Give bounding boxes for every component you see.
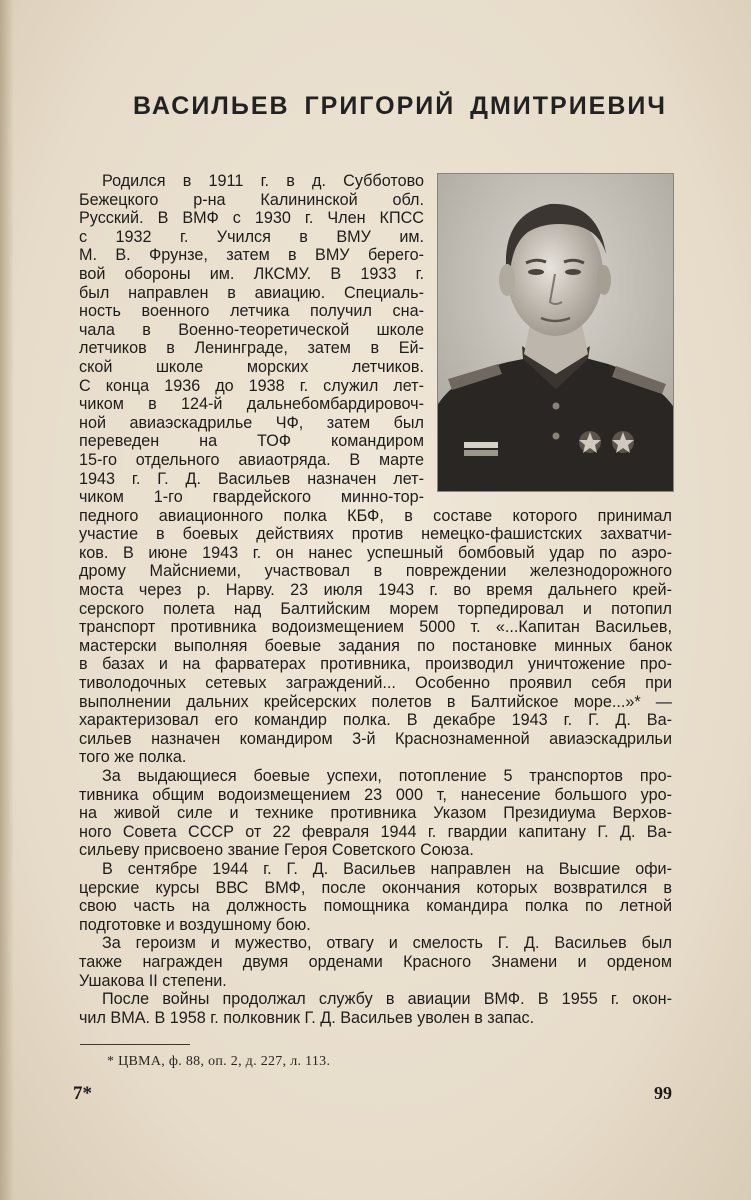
- text-line: педного авиационного полка КБФ, в составе которого принимал: [79, 506, 672, 525]
- text-line: ской школе морских летчиков.: [79, 357, 424, 376]
- text-line: чала в Военно-теоретической школе: [79, 320, 424, 339]
- text-line: Русский. В ВМФ с 1930 г. Член КПСС: [79, 209, 424, 228]
- text-line: был направлен в авиацию. Специаль-: [79, 283, 424, 302]
- text-line: Родился в 1911 г. в д. Субботово: [102, 172, 424, 190]
- text-line: мастерски выполняя боевые задания по постановке минных банок: [79, 636, 672, 655]
- text-line: С конца 1936 до 1938 г. служил лет-: [79, 376, 424, 395]
- text-line: дрому Майсниеми, участвовал в повреждении железнодорожного: [79, 562, 672, 581]
- text-line: подготовке и воздушному бою.: [79, 915, 311, 934]
- page-title: ВАСИЛЬЕВ ГРИГОРИЙ ДМИТРИЕВИЧ: [133, 92, 667, 120]
- text-line: Ушакова II степени.: [79, 971, 227, 990]
- text-line: 15-го отдельного авиаотряда. В марте: [79, 450, 424, 469]
- text-line: сильев назначен командиром 3-й Краснознаменной авиаэскадрильи: [79, 729, 672, 748]
- text-line: За героизм и мужество, отвагу и смелость Г. Д. Васильев был: [102, 934, 672, 953]
- text-line: переведен на ТОФ командиром: [79, 432, 424, 451]
- text-line: ков. В июне 1943 г. он нанес успешный бомбовый удар по аэро-: [79, 543, 672, 562]
- text-line: также награжден двумя орденами Красного Знамени и орденом: [79, 952, 672, 971]
- text-line: с 1932 г. Учился в ВМУ им.: [79, 227, 424, 246]
- text-line: того же полка.: [79, 748, 187, 767]
- text-line: За выдающиеся боевые успехи, потопление 5 транспортов про-: [102, 767, 672, 785]
- text-line: серского полета над Балтийским морем торпедировал и потопил: [79, 599, 672, 618]
- text-line: чиком в 124-й дальнебомбардировоч-: [79, 395, 424, 414]
- text-line: участие в боевых действиях против немецко-фашистских захватчи-: [79, 525, 672, 544]
- text-line: ной авиаэскадрилье ЧФ, затем был: [79, 413, 424, 432]
- text-line: моста через р. Нарву. 23 июля 1943 г. во время дальнего крей-: [79, 581, 672, 600]
- text-line: свою часть на должность помощника командира полка по летной: [79, 897, 672, 916]
- text-line: сильеву присвоено звание Героя Советского Союза.: [79, 841, 474, 860]
- text-line: характеризовал его командир полка. В декабре 1943 г. Г. Д. Ва-: [79, 711, 672, 730]
- text-line: в базах и на фарватерах противника, производил уничтожение про-: [79, 655, 672, 674]
- page-spine-shadow: [0, 0, 14, 1200]
- text-line: чиком 1-го гвардейского минно-тор-: [79, 488, 424, 507]
- text-line: транспорт противника водоизмещением 5000 т. «...Капитан Васильев,: [79, 618, 672, 637]
- footnote: * ЦВМА, ф. 88, оп. 2, д. 227, л. 113.: [107, 1054, 331, 1069]
- text-line: М. В. Фрунзе, затем в ВМУ берего-: [79, 246, 424, 265]
- text-line: 1943 г. Г. Д. Васильев назначен лет-: [79, 469, 424, 488]
- text-line: церские курсы ВВС ВМФ, после окончания которых возвратился в: [79, 878, 672, 897]
- text-line: В сентябре 1944 г. Г. Д. Васильев направлен на Высшие офи-: [102, 859, 672, 878]
- text-line: на живой силе и технике противника Указом Президиума Верхов-: [79, 804, 672, 823]
- text-line: тиволодочных сетевых заграждений... Особенно проявил себя при: [79, 674, 672, 693]
- footnote-divider: [80, 1044, 190, 1045]
- text-line: После войны продолжал службу в авиации ВМФ. В 1955 г. окон-: [102, 990, 672, 1009]
- page-number: 99: [654, 1083, 672, 1103]
- signature-mark: 7*: [73, 1083, 92, 1104]
- biography-text: [79, 172, 672, 1027]
- text-line: ного Совета СССР от 22 февраля 1944 г. гвардии капитану Г. Д. Ва-: [79, 822, 672, 841]
- text-line: тивника общим водоизмещением 23 000 т, нанесение большого уро-: [79, 785, 672, 804]
- text-line: чил ВМА. В 1958 г. полковник Г. Д. Васильев уволен в запас.: [79, 1008, 535, 1027]
- text-line: ность военного летчика получил сна-: [79, 302, 424, 321]
- text-line: Бежецкого р-на Калининской обл.: [79, 190, 424, 209]
- text-line: вой обороны им. ЛКСМУ. В 1933 г.: [79, 264, 424, 283]
- text-line: выполнении дальних крейсерских полетов в Балтийское море...»* —: [79, 692, 672, 711]
- text-line: летчиков в Ленинграде, затем в Ей-: [79, 339, 424, 358]
